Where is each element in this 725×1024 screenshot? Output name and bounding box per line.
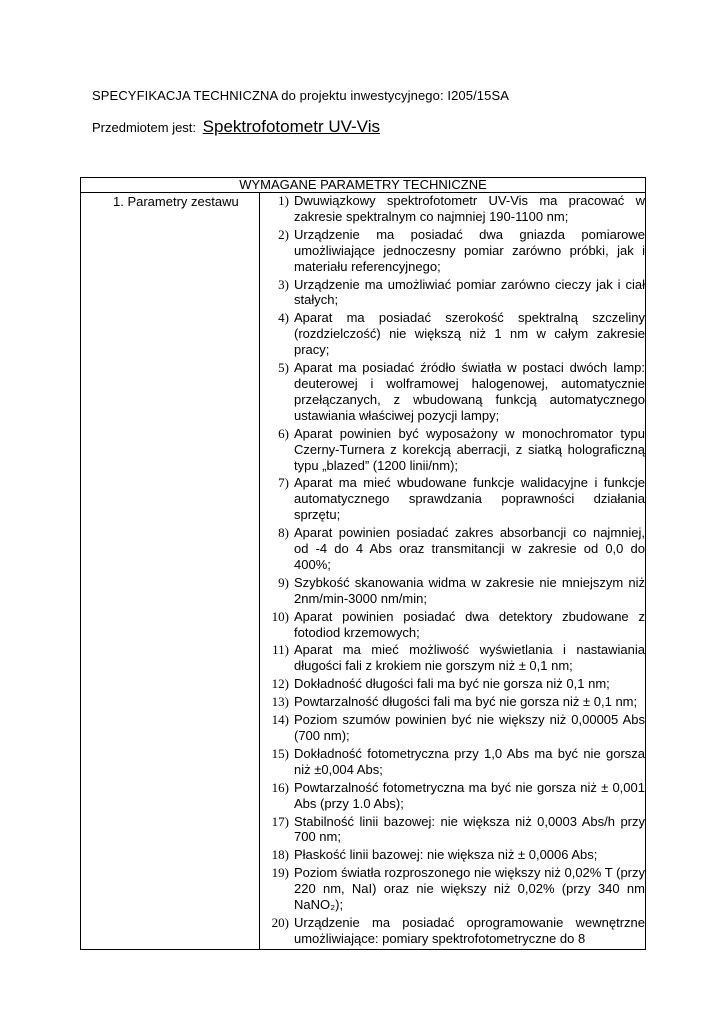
requirement-number: 13): [271, 694, 289, 710]
requirement-number: 8): [278, 525, 289, 541]
requirement-text: Aparat ma posiadać szerokość spektralną szczeliny (rozdzielczość) nie większą niż 1 nm w całym zakresie pracy;: [294, 310, 645, 358]
requirement-text: Aparat powinien być wyposażony w monochromator typu Czerny-Turnera z korekcją aberracji, z siatką holograficzną typu „blazed” (1200 linii/nm);: [294, 425, 645, 473]
requirement-item: [260, 676, 645, 692]
requirement-number: 12): [271, 676, 289, 692]
requirement-item: [260, 360, 645, 424]
requirement-item: [260, 814, 645, 846]
requirement-item: [260, 642, 645, 674]
requirement-text: Urządzenie ma posiadać dwa gniazda pomiarowe umożliwiające jednoczesny pomiar zarówno próbki, jak i materiału referencyjnego;: [294, 226, 645, 274]
requirement-text: Urządzenie ma umożliwiać pomiar zarówno cieczy jak i ciał stałych;: [294, 276, 645, 308]
requirement-number: 9): [278, 574, 289, 590]
requirement-text: Powtarzalność długości fali ma być nie gorsza niż ± 0,1 nm;: [294, 694, 638, 710]
requirement-text: Dokładność fotometryczna przy 1,0 Abs ma być nie gorsza niż ±0,004 Abs;: [294, 745, 645, 777]
spec-table: [80, 177, 646, 950]
subject-line: [92, 117, 380, 137]
requirement-item: [260, 780, 645, 812]
requirement-number: 3): [278, 276, 289, 292]
subject-name: Spektrofotometr UV-Vis: [202, 117, 380, 136]
requirement-number: 2): [278, 226, 289, 242]
requirement-text: Aparat ma mieć możliwość wyświetlania i nastawiania długości fali z krokiem nie gorszym niż ± 0,1 nm;: [294, 642, 645, 674]
requirement-number: 18): [271, 847, 289, 863]
requirement-text: Aparat powinien posiadać dwa detektory zbudowane z fotodiod krzemowych;: [294, 608, 645, 640]
requirement-number: 16): [271, 779, 289, 795]
requirement-item: [260, 310, 645, 358]
requirements-cell: [260, 193, 646, 950]
requirement-item: [260, 712, 645, 744]
requirements-list: [260, 193, 645, 947]
requirement-text: Dwuwiązkowy spektrofotometr UV-Vis ma pracować w zakresie spektralnym co najmniej 190-1100 nm;: [294, 193, 645, 224]
requirement-text: Aparat ma mieć wbudowane funkcje walidacyjne i funkcje automatycznego sprawdzania poprawności działania sprzętu;: [294, 475, 645, 523]
requirement-item: [260, 575, 645, 607]
requirement-number: 10): [271, 608, 289, 624]
requirement-text: Poziom światła rozproszonego nie większy niż 0,02% T (przy 220 nm, NaI) oraz nie większy niż 0,02% (przy 340 nm NaNO₂);: [294, 865, 645, 913]
requirement-text: Urządzenie ma posiadać oprogramowanie wewnętrzne umożliwiające: pomiary spektrofotometryczne do 8: [294, 914, 645, 946]
requirement-item: [260, 847, 645, 863]
subject-label: Przedmiotem jest:: [92, 120, 197, 135]
requirement-item: [260, 277, 645, 309]
requirement-text: Szybkość skanowania widma w zakresie nie mniejszym niż 2nm/min-3000 nm/min;: [294, 574, 645, 606]
requirement-number: 5): [278, 360, 289, 376]
requirement-number: 17): [271, 813, 289, 829]
requirement-text: Dokładność długości fali ma być nie gorsza niż 0,1 nm;: [294, 676, 610, 692]
requirement-item: [260, 475, 645, 523]
requirement-number: 20): [271, 914, 289, 930]
requirement-number: 14): [271, 712, 289, 728]
requirement-text: Poziom szumów powinien być nie większy niż 0,00005 Abs (700 nm);: [294, 712, 645, 743]
requirement-item: [260, 694, 645, 710]
requirement-item: [260, 865, 645, 913]
requirement-item: [260, 746, 645, 778]
requirement-text: Stabilność linii bazowej: nie większa niż 0,0003 Abs/h przy 700 nm;: [294, 813, 645, 845]
requirement-number: 4): [278, 310, 289, 326]
requirement-number: 7): [278, 475, 289, 491]
spec-table-header-row: [81, 178, 646, 193]
requirement-number: 11): [272, 642, 289, 658]
requirement-number: 6): [278, 425, 289, 441]
requirement-item: [260, 915, 645, 947]
requirement-number: 1): [278, 193, 289, 208]
requirement-item: [260, 609, 645, 641]
requirement-item: [260, 227, 645, 275]
requirement-text: Aparat powinien posiadać zakres absorbancji co najmniej, od -4 do 4 Abs oraz transmitancji w zakresie od 0,0 do 400%;: [294, 525, 645, 572]
requirement-text: Aparat ma posiadać źródło światła w postaci dwóch lamp: deuterowej i wolframowej halogenowej, automatycznie przełączanych, z wbudowaną funkcją automatycznego ustawiania właściwej pozycji lampy;: [294, 360, 645, 423]
spec-table-row: [81, 193, 646, 950]
requirement-number: 19): [271, 865, 289, 881]
section-cell: [81, 193, 260, 950]
requirement-item: [260, 426, 645, 474]
requirement-text: Powtarzalność fotometryczna ma być nie gorsza niż ± 0,001 Abs (przy 1.0 Abs);: [294, 779, 645, 811]
spec-table-title: WYMAGANE PARAMETRY TECHNICZNE: [81, 178, 646, 193]
requirement-text: Płaskość linii bazowej: nie większa niż ± 0,0006 Abs;: [294, 847, 598, 863]
requirement-number: 15): [271, 745, 289, 761]
requirement-item: [260, 193, 645, 225]
requirement-item: [260, 525, 645, 573]
section-label: 1. Parametry zestawu: [113, 194, 239, 209]
document-header: SPECYFIKACJA TECHNICZNA do projektu inwestycyjnego: I205/15SA: [92, 88, 509, 103]
